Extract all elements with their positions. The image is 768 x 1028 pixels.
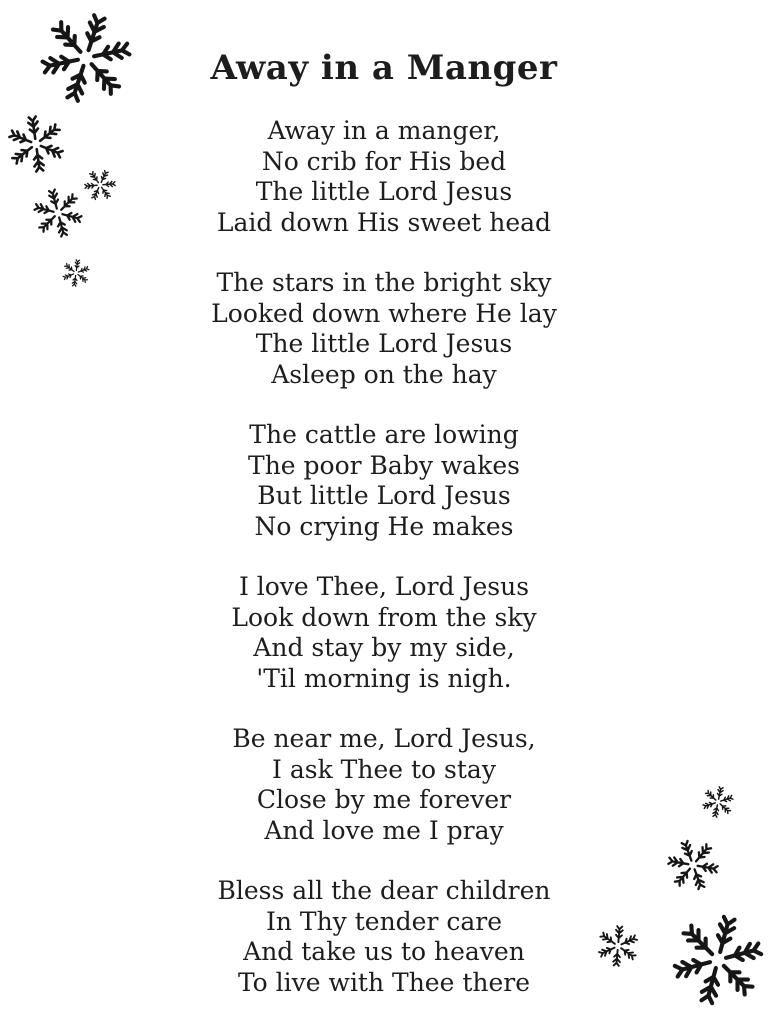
poem-line: 'Til morning is nigh.: [256, 663, 512, 693]
poem-line: In Thy tender care: [265, 906, 503, 936]
poem-line: The little Lord Jesus: [255, 329, 513, 358]
poem-line: No crib for His bed: [261, 146, 507, 176]
poem-line: Laid down His sweet head: [216, 207, 552, 237]
poem-line: Away in a manger,: [267, 116, 501, 145]
poem-line: The little Lord Jesus: [255, 177, 513, 206]
poem-line: Look down from the sky: [231, 602, 537, 632]
poem-stanzas: [0, 116, 768, 998]
poem-line: And love me I pray: [264, 815, 504, 845]
poem-line: I love Thee, Lord Jesus: [238, 572, 530, 601]
poem-line: The stars in the bright sky: [216, 268, 552, 297]
stanza: [0, 420, 768, 542]
stanza: [0, 572, 768, 694]
poem-line: And take us to heaven: [243, 937, 525, 966]
poem-line: Asleep on the hay: [271, 359, 497, 389]
poem-line: No crying He makes: [254, 511, 514, 541]
poem-line: The poor Baby wakes: [248, 450, 520, 480]
poem-line: Close by me forever: [256, 785, 512, 814]
stanza: [0, 724, 768, 846]
poem-line: To live with Thee there: [237, 967, 531, 997]
poem-line: I ask Thee to stay: [272, 754, 496, 784]
page-title: Away in a Manger: [210, 48, 558, 88]
poem-line: Bless all the dear children: [217, 876, 551, 905]
stanza: [0, 876, 768, 998]
poem-line: Be near me, Lord Jesus,: [232, 724, 536, 753]
poem-line: Looked down where He lay: [211, 298, 557, 328]
poem-line: And stay by my side,: [253, 633, 515, 662]
stanza: [0, 116, 768, 238]
poem-line: The cattle are lowing: [249, 420, 519, 449]
stanza: [0, 268, 768, 390]
poem-line: But little Lord Jesus: [257, 481, 511, 510]
